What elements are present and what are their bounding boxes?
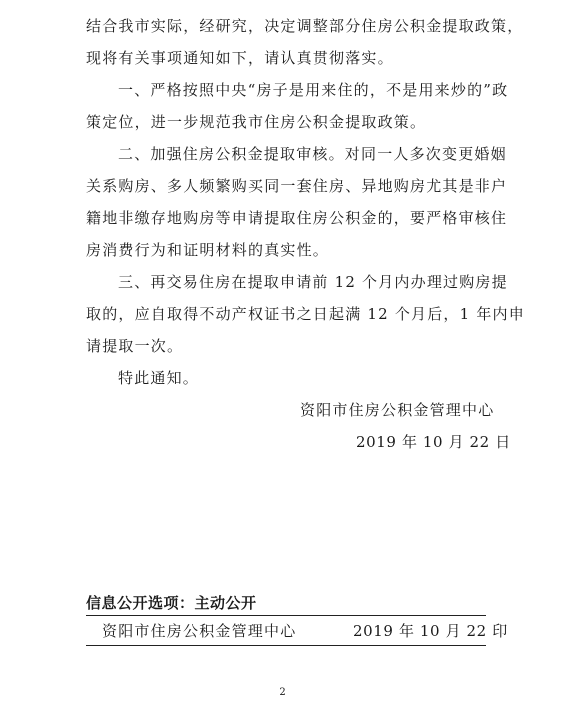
body-line: 籍地非缴存地购房等申请提取住房公积金的，要严格审核住 [86,209,508,227]
body-line: 现将有关事项通知如下，请认真贯彻落实。 [86,49,394,67]
body-line: 三、再交易住房在提取申请前 12 个月内办理过购房提 [118,273,508,291]
footer-date: 2019 年 10 月 22 印 [353,622,508,640]
footer-org: 资阳市住房公积金管理中心 [102,622,297,640]
body-line: 房消费行为和证明材料的真实性。 [86,241,330,259]
closing-line: 特此通知。 [118,369,200,387]
body-line: 关系购房、多人频繁购买同一套住房、异地购房尤其是非户 [86,177,508,195]
body-line: 策定位，进一步规范我市住房公积金提取政策。 [86,113,427,131]
signature-org: 资阳市住房公积金管理中心 [300,401,495,419]
body-line: 一、严格按照中央“房子是用来住的，不是用来炒的”政 [118,81,509,99]
body-line: 二、加强住房公积金提取审核。对同一人多次变更婚姻 [118,145,507,163]
footer-top-rule [86,615,486,616]
disclosure-label: 信息公开选项：主动公开 [86,594,257,612]
body-line: 结合我市实际，经研究，决定调整部分住房公积金提取政策， [86,17,524,35]
footer-bottom-rule [86,645,486,646]
body-line: 取的，应自取得不动产权证书之日起满 12 个月后，1 年内申 [86,305,525,323]
page-number: 2 [279,687,286,698]
signature-date: 2019 年 10 月 22 日 [356,433,511,451]
body-line: 请提取一次。 [86,337,184,355]
